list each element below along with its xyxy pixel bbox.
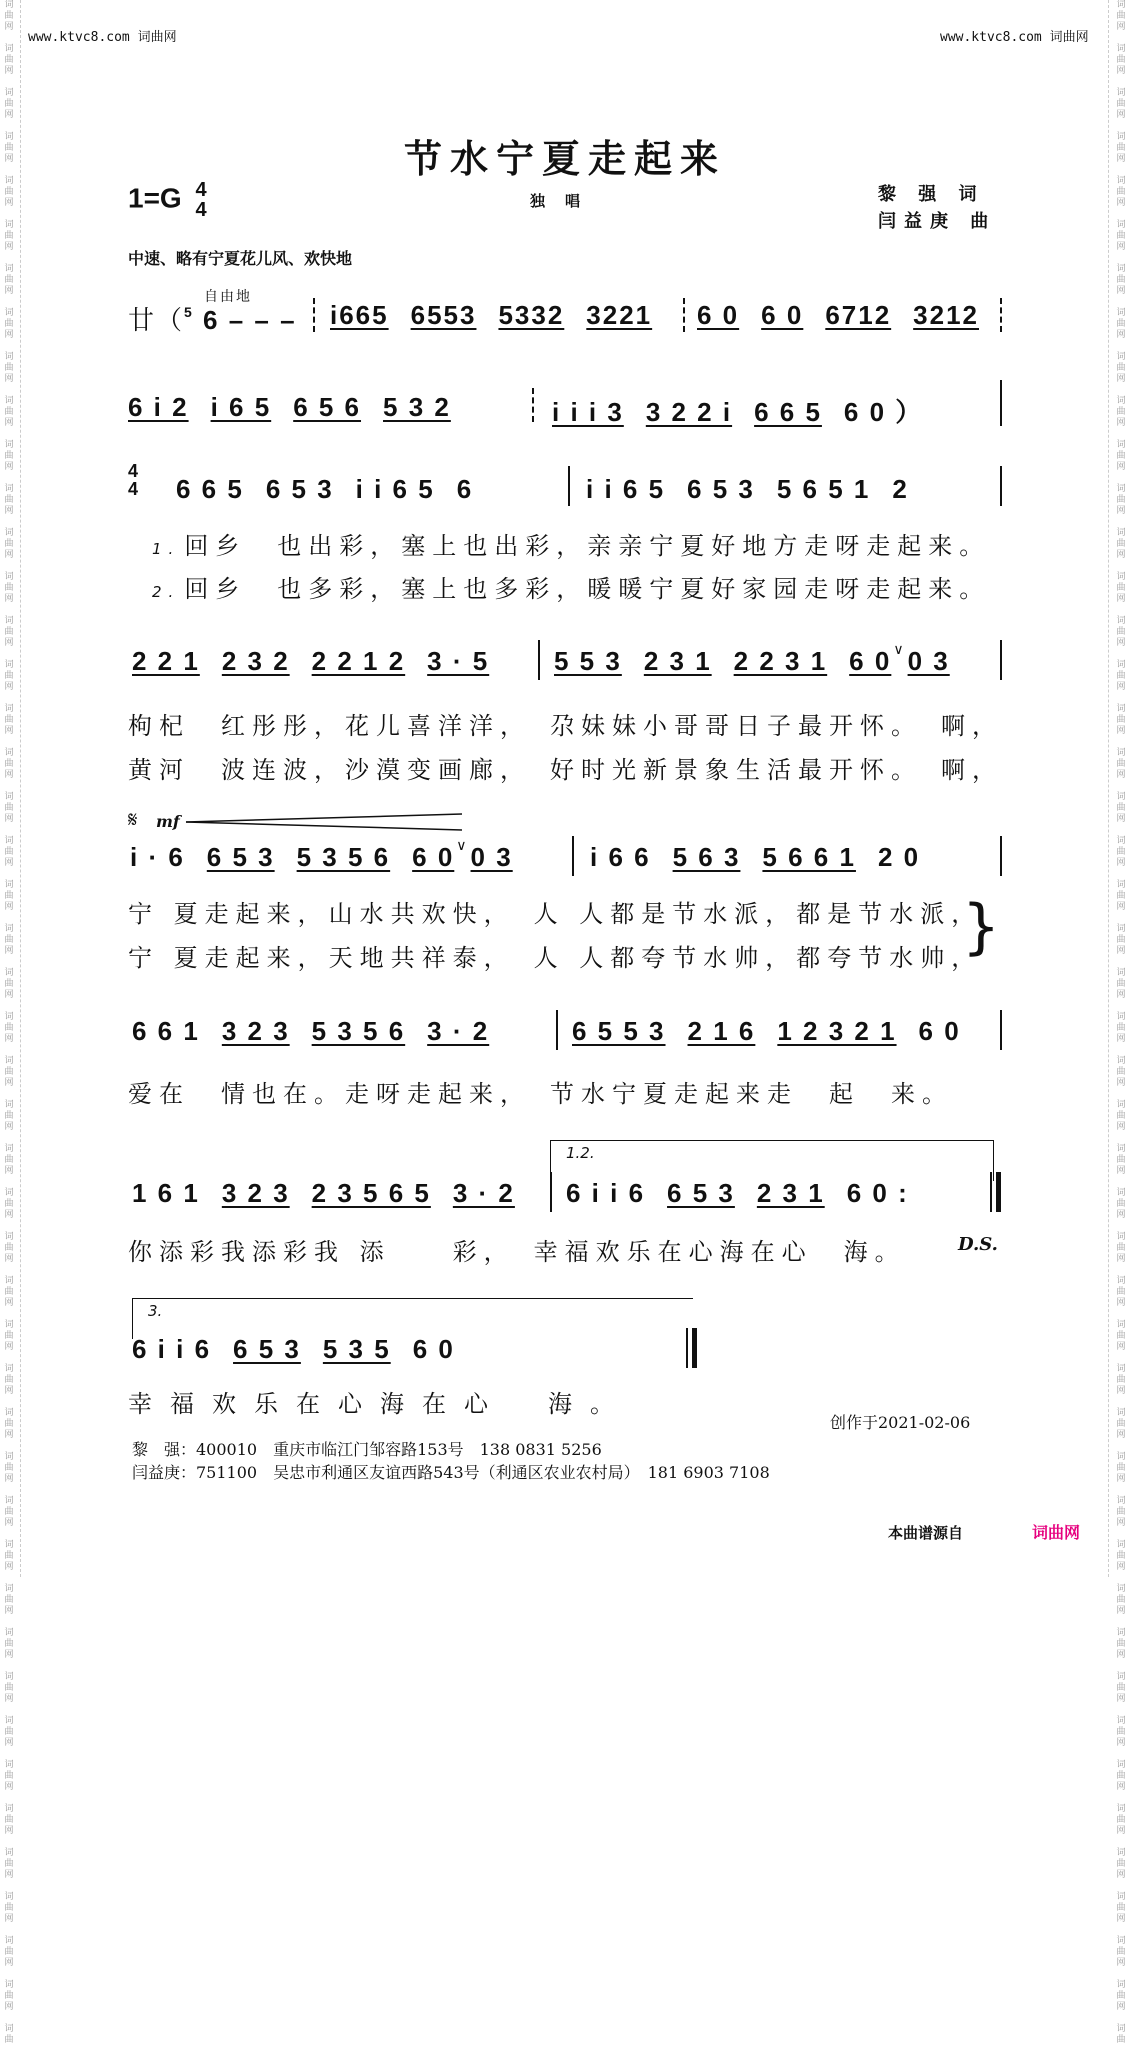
barline	[532, 388, 534, 422]
section4-measure-2: 6 5 5 3 2 1 6 1 2 3 2 1 6 0	[572, 1016, 961, 1046]
barline	[683, 298, 685, 332]
time-signature: 4 4	[195, 179, 207, 221]
lyricist-credit: 黎 强 词	[878, 184, 985, 205]
dal-segno: D.S.	[958, 1234, 998, 1255]
section5-measure-1: 1 6 1 3 2 3 2 3 5 6 5 3 · 2	[132, 1178, 515, 1208]
final-barline	[692, 1328, 697, 1368]
section4-measure-1: 6 6 1 3 2 3 5 3 5 6 3 · 2	[132, 1016, 490, 1046]
breath-mark: ∨	[893, 641, 906, 657]
barline	[1000, 466, 1002, 506]
barline	[1000, 640, 1002, 680]
grace-note: 5	[184, 304, 194, 320]
composer-credit: 闫益庚 曲	[878, 211, 997, 232]
performance-type: 独唱	[530, 192, 601, 210]
contact-composer: 闫益庚：751100 吴忠市利通区友谊西路543号（利通区农业农村局） 181 6903 7108	[132, 1463, 770, 1482]
verse-brace: }	[962, 892, 1001, 962]
segno-sign: 𝄋	[128, 808, 138, 833]
section1-measure-1: 6 6 5 6 5 3 i i 6 5 6	[176, 474, 474, 504]
free-tempo-label: 自由地	[204, 288, 252, 304]
barline	[1000, 1010, 1002, 1050]
section2-measure-2: 5 5 3 2 3 1 2 2 3 1 6 0 ∨0 3	[554, 641, 950, 676]
dynamic-mf: mf	[156, 812, 180, 831]
section3-measure-2: i 6 6 5 6 3 5 6 6 1 2 0	[590, 842, 921, 872]
barline	[550, 1172, 552, 1212]
barline	[1000, 298, 1002, 332]
time-signature-4-4: 4 4	[128, 461, 141, 499]
song-title: 节水宁夏走起来	[403, 136, 726, 181]
section6-measure-1: 6 i i 6 6 5 3 5 3 5 6 0	[132, 1334, 455, 1364]
intro-measure-1: i665 6553 5332 3221	[330, 300, 653, 330]
barline	[568, 466, 570, 506]
intro-line-1	[128, 288, 297, 337]
barline	[686, 1328, 688, 1368]
intro-measure-4: i i i 3 3 2 2 i 6 6 5 6 0 ）	[552, 397, 924, 427]
barline	[1000, 836, 1002, 876]
right-watermark-strip: 词 曲 网 词 曲 网 词 曲 网 词 曲 网 词 曲 网 词 曲 网 词 曲 网 词 曲 网 词 曲 网 词 曲 网 词 曲 网 词 曲 网 词 曲 网 词 曲 网 词 曲 网 词 曲 网 词 曲 网 词 曲 网 词 曲 网 词 曲 网 词 曲 网 词 曲 网 词 曲 网 词 曲 网 词 曲 网 词 曲 网 词 曲 网 词 曲 网 词 曲 网 词 曲 网 词 曲 网 词 曲 网 词 曲 网 词 曲 网 词 曲 网 词 曲 网 词 曲 网 词 曲 网 词 曲 网 词 曲 网 词 曲 网 词 曲 网 词 曲 网 词 曲 网 词 曲 网 词 曲 网 词 曲	[1116, 0, 1126, 2045]
breath-mark: ∨	[456, 837, 469, 853]
repeat-end-barline	[996, 1172, 1001, 1212]
barline	[313, 298, 315, 332]
section3-verse-2: 宁 夏走起来，天地共祥泰， 人 人都夸节水帅，都夸节水帅，	[128, 944, 983, 972]
barline	[990, 1172, 992, 1212]
section2-verse-1: 枸杞 红彤彤，花儿喜洋洋， 尕妹妹小哥哥日子最开怀。 啊，	[128, 712, 1003, 740]
site-label-left[interactable]: www.ktvc8.com 词曲网	[28, 30, 177, 45]
section2-measure-1: 2 2 1 2 3 2 2 2 1 2 3 · 5	[132, 646, 490, 676]
barline	[538, 640, 540, 680]
section5-lyric: 你添彩我添彩我 添 彩， 幸福欢乐在心海在心 海。	[128, 1238, 906, 1266]
section1-verse-1: 1. 回乡 也出彩，塞上也出彩，亲亲宁夏好地方走呀走起来。	[152, 532, 991, 560]
intro-measure-3: 6 i 2 i 6 5 6 5 6 5 3 2	[128, 392, 451, 422]
section3-measure-1: i · 6 6 5 3 5 3 5 6 6 0 ∨0 3	[130, 837, 513, 872]
free-note: 6 – – –	[203, 305, 297, 335]
right-border-line	[1108, 0, 1109, 1577]
crescendo-hairpin	[184, 812, 464, 832]
section4-lyric: 爱在 情也在。走呀走起来， 节水宁夏走起来走 起 来。	[128, 1080, 953, 1108]
section3-verse-1: 宁 夏走起来，山水共欢快， 人 人都是节水派，都是节水派，	[128, 900, 983, 928]
source-brand-link[interactable]: 词曲网	[1032, 1523, 1081, 1542]
volta-label-1-2: 1.2.	[566, 1144, 595, 1162]
volta-label-3: 3.	[148, 1302, 163, 1320]
section1-verse-2: 2. 回乡 也多彩，塞上也多彩，暖暖宁夏好家园走呀走起来。	[152, 575, 991, 603]
intro-repeat-sign: 廿（	[128, 305, 185, 335]
barline	[1000, 380, 1002, 426]
section6-lyric: 幸福欢乐在心海在心 海。	[128, 1390, 632, 1418]
site-label-right[interactable]: www.ktvc8.com 词曲网	[940, 30, 1089, 45]
source-label: 本曲谱源自	[888, 1524, 964, 1542]
contact-lyricist: 黎 强：400010 重庆市临江门邹容路153号 138 0831 5256	[132, 1440, 602, 1459]
key-signature: 1=G 4 4	[128, 179, 207, 221]
barline	[572, 836, 574, 876]
left-watermark-strip: 词 曲 网 词 曲 网 词 曲 网 词 曲 网 词 曲 网 词 曲 网 词 曲 网 词 曲 网 词 曲 网 词 曲 网 词 曲 网 词 曲 网 词 曲 网 词 曲 网 词 曲 网 词 曲 网 词 曲 网 词 曲 网 词 曲 网 词 曲 网 词 曲 网 词 曲 网 词 曲 网 词 曲 网 词 曲 网 词 曲 网 词 曲 网 词 曲 网 词 曲 网 词 曲 网 词 曲 网 词 曲 网 词 曲 网 词 曲 网 词 曲 网 词 曲 网 词 曲 网 词 曲 网 词 曲 网 词 曲 网 词 曲 网 词 曲 网 词 曲 网 词 曲 网 词 曲 网 词 曲 网 词 曲	[4, 0, 14, 2045]
section2-verse-2: 黄河 波连波，沙漠变画廊， 好时光新景象生活最开怀。 啊，	[128, 756, 1003, 784]
creation-date: 创作于2021-02-06	[830, 1413, 971, 1432]
left-border-line	[20, 0, 21, 1577]
section1-measure-2: i i 6 5 6 5 3 5 6 5 1 2	[586, 474, 909, 504]
tempo-marking: 中速、略有宁夏花儿风、欢快地	[128, 249, 353, 268]
intro-measure-2: 6 0 6 0 6712 3212	[697, 300, 979, 330]
barline	[556, 1010, 558, 1050]
volta-bracket-1-2	[550, 1140, 994, 1181]
section5-measure-2: 6 i i 6 6 5 3 2 3 1 6 0 :	[566, 1178, 909, 1208]
volta-bracket-3	[132, 1298, 693, 1339]
